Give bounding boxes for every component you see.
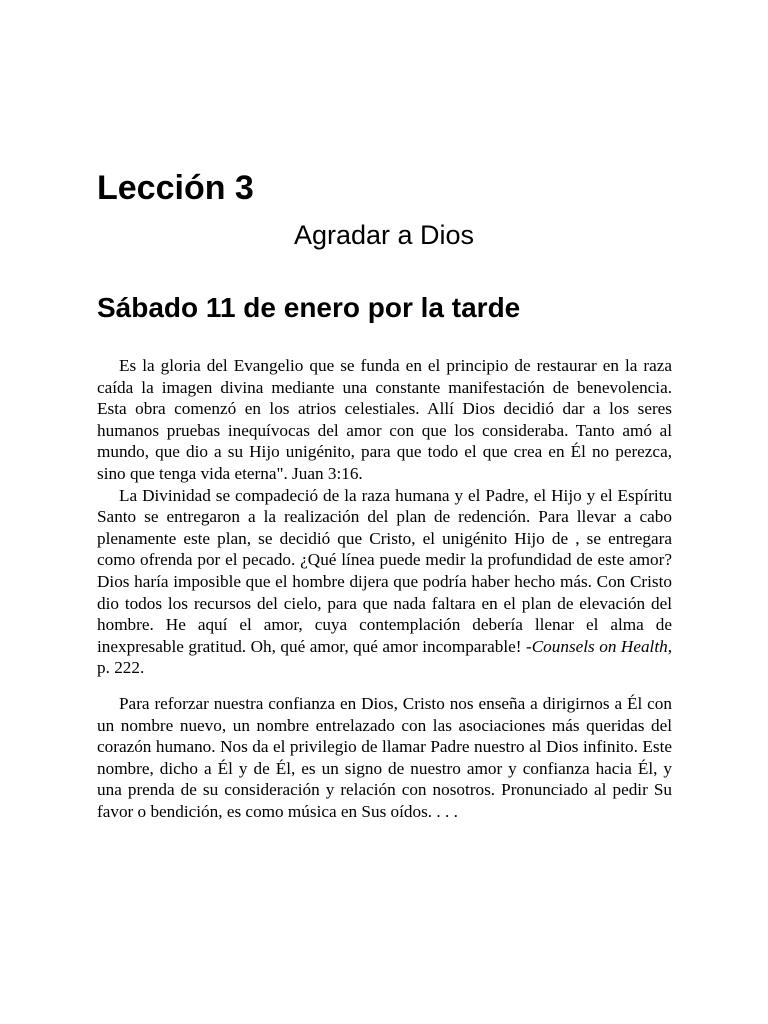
reading-block-2: [97, 693, 672, 823]
lesson-title: Lección 3: [97, 169, 254, 207]
reading-block-1: [97, 355, 672, 679]
paragraph-2: [97, 485, 672, 679]
source-title: Counsels on Health: [531, 636, 668, 656]
paragraph-2-text: La Divinidad se compadeció de la raza humana y el Padre, el Hijo y el Espíritu Santo se entregaron a la realización del plan de redención. Para llevar a cabo plenamente este plan, se decidió que Cristo, el unigénito Hijo de , se entregara como ofrenda por el pecado. ¿Qué línea puede medir la profundidad de este amor? Dios haría imposible que el hombre dijera que podría haber hecho más. Con Cristo dio todos los recursos del cielo, para que nada faltara en el plan de elevación del hombre. He aquí el amor, cuya contemplación debería llenar el alma de inexpresable gratitud. Oh, qué amor, qué amor incomparable! -: [97, 485, 672, 656]
lesson-subtitle: Agradar a Dios: [293, 220, 475, 250]
day-heading: Sábado 11 de enero por la tarde: [97, 292, 521, 323]
paragraph-3: Para reforzar nuestra confianza en Dios, Cristo nos enseña a dirigirnos a Él con un nombre nuevo, un nombre entrelazado con las asociaciones más queridas del corazón humano. Nos da el privilegio de llamar Padre nuestro al Dios infinito. Este nombre, dicho a Él y de Él, es un signo de nuestro amor y confianza hacia Él, y una prenda de su consideración y relación con nosotros. Pronunciado al pedir Su favor o bendición, es como música en Sus oídos. . . .: [97, 694, 672, 821]
paragraph-1: Es la gloria del Evangelio que se funda en el principio de restaurar en la raza caída la imagen divina mediante una constante manifestación de benevolencia. Esta obra comenzó en los atrios celestiales. Allí Dios decidió dar a los seres humanos pruebas inequívocas del amor con que los consideraba. Tanto amó al mundo, que dio a su Hijo unigénito, para que todo el que crea en Él no perezca, sino que tenga vida eterna". Juan 3:16.: [97, 356, 672, 483]
source-page: , p. 222.: [97, 636, 672, 678]
